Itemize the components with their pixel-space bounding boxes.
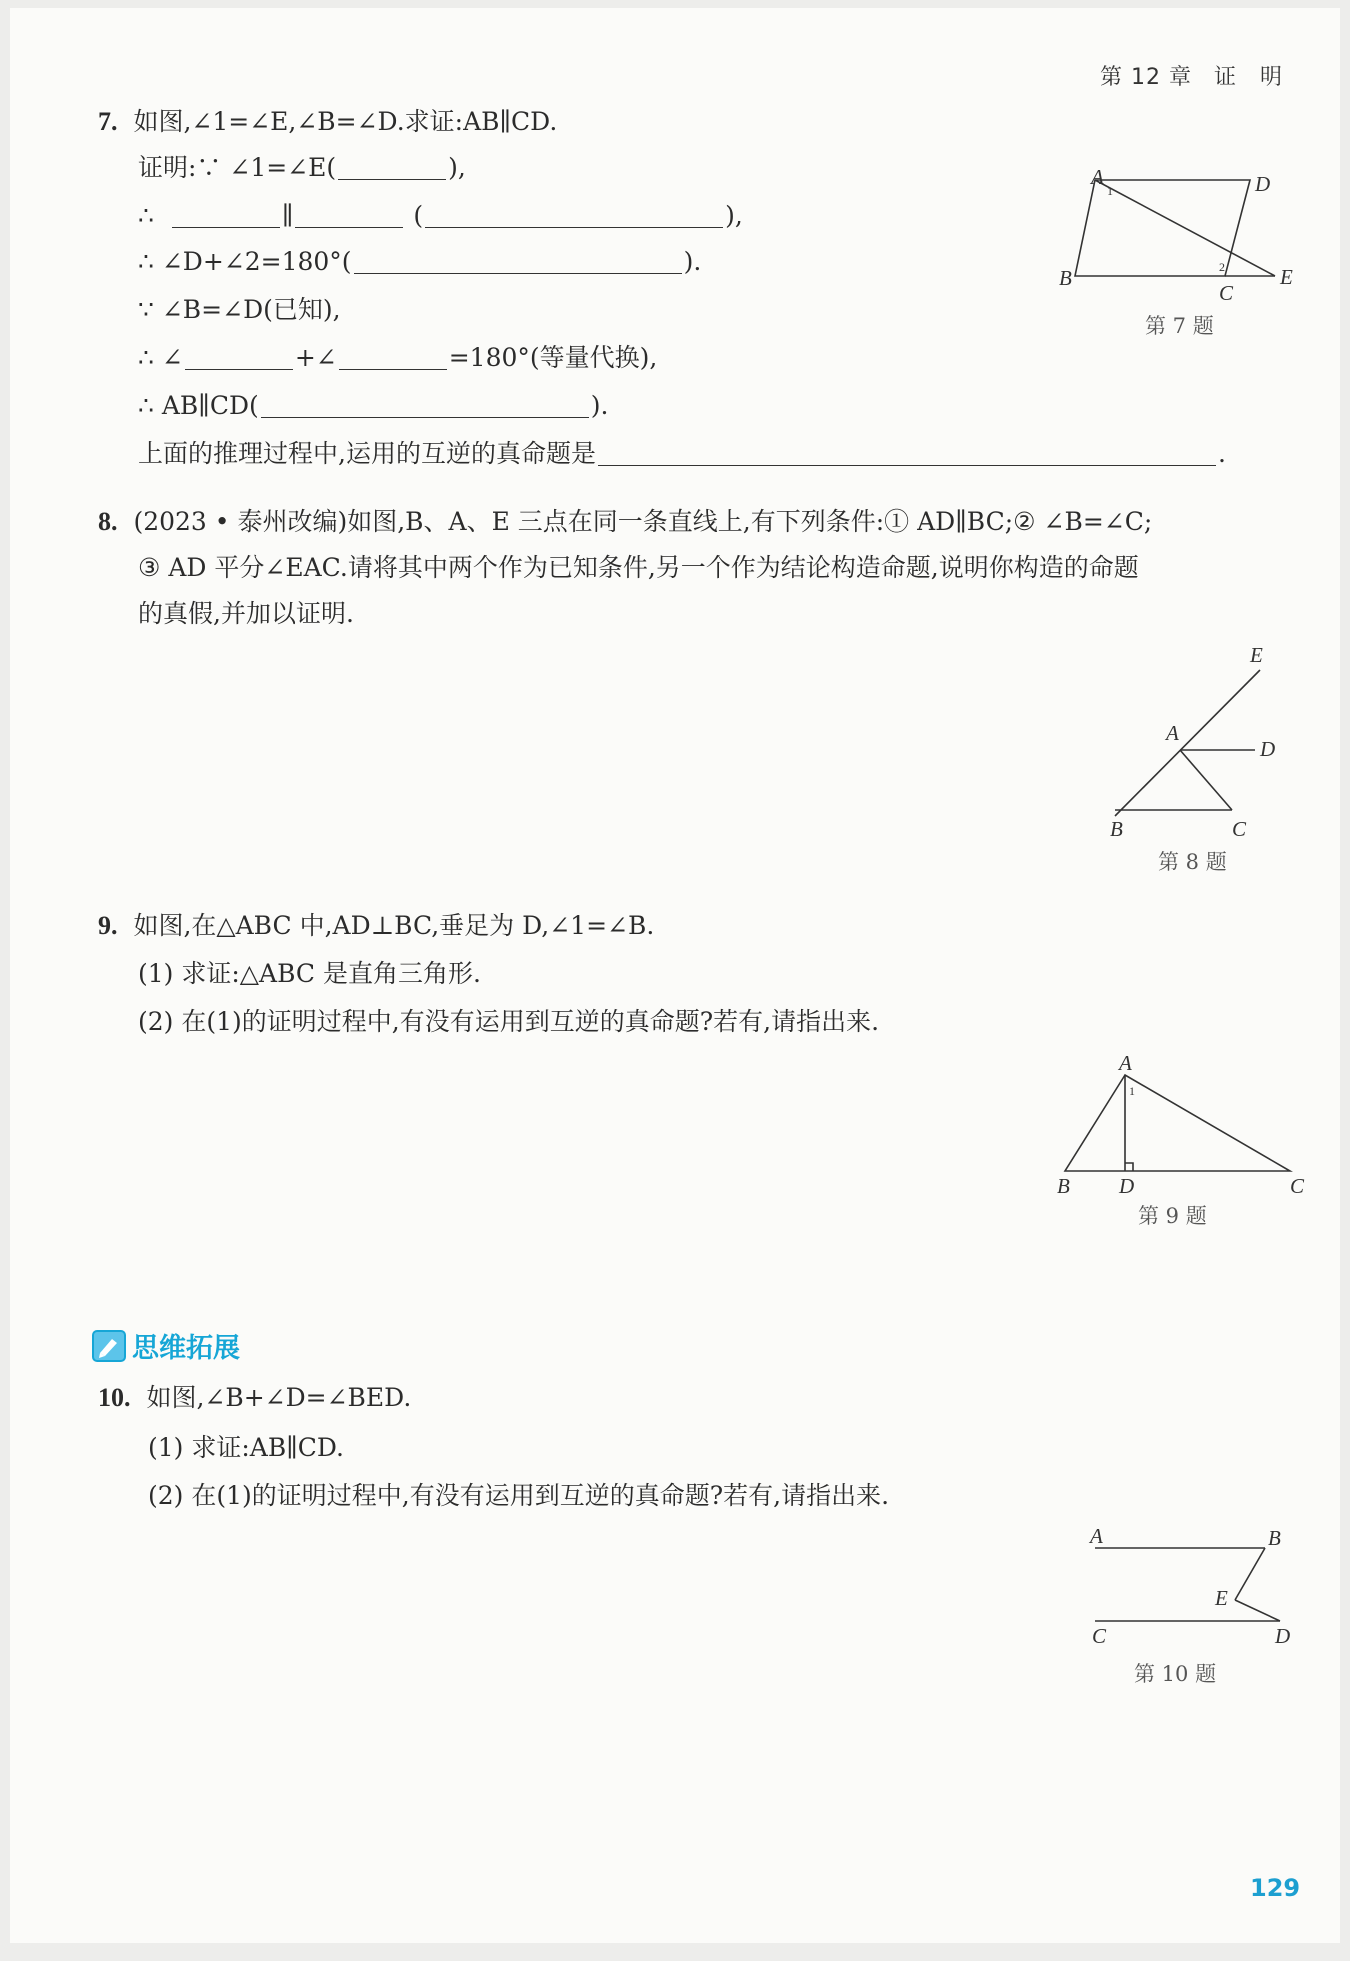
fig10-segment-BE [1235, 1548, 1265, 1600]
fig10-label-A: A [1090, 1524, 1103, 1548]
fig10-label-B: B [1268, 1526, 1281, 1550]
fig7-label-B: B [1059, 266, 1072, 290]
fig9-caption: 第 9 题 [1138, 1204, 1207, 1228]
fig8-segment-AC [1180, 750, 1232, 810]
q9-stem: 如图,在△ABC 中,AD⊥BC,垂足为 D,∠1=∠B. [133, 911, 655, 940]
q7-l1-text: 证明:∵ ∠1=∠E( [138, 153, 337, 182]
fig9-angle-1: 1 [1129, 1084, 1135, 1098]
fig10-label-D: D [1275, 1624, 1291, 1648]
fig10-label-E: E [1215, 1586, 1228, 1610]
q10-part-1: (1) 求证:AB∥CD. [148, 1433, 344, 1462]
q8-line-3: 的真假,并加以证明. [138, 599, 354, 628]
fig8-label-A: A [1166, 721, 1179, 745]
q9-number: 9. [98, 911, 118, 940]
fig9-label-A: A [1119, 1051, 1132, 1075]
q7-l2-therefore: ∴ [138, 201, 154, 230]
q7-stem: 如图,∠1=∠E,∠B=∠D.求证:AB∥CD. [133, 107, 558, 136]
q7-l2-open: ( [413, 201, 424, 230]
q7-l7-end: . [1217, 439, 1226, 468]
fig7-label-E: E [1280, 265, 1293, 289]
q7-l2-parallel: ∥ [281, 201, 294, 230]
q7-stem-line [98, 104, 557, 140]
chapter-header [1100, 60, 1283, 91]
fig9-right-angle-mark [1125, 1163, 1133, 1171]
q7-l5-plus: +∠ [294, 343, 337, 372]
fig7-diagonal-AE [1095, 180, 1275, 276]
fig9-label-C: C [1290, 1174, 1305, 1198]
q8-number: 8. [98, 507, 118, 536]
figure-10 [1070, 1523, 1310, 1653]
q7-proof-line-6 [138, 388, 608, 424]
figure-8 [1090, 638, 1320, 848]
figure-7 [1059, 158, 1315, 308]
q7-l1-close: ), [448, 153, 466, 182]
q7-blank-4[interactable] [425, 201, 723, 228]
textbook-page [10, 8, 1340, 1943]
q7-blank-8[interactable] [261, 391, 589, 418]
fig7-angle-2: 2 [1219, 260, 1225, 274]
q7-l5-text: ∴ ∠ [138, 343, 183, 372]
q7-blank-9[interactable] [598, 439, 1216, 466]
page-number: 129 [1250, 1874, 1301, 1902]
fig8-label-E: E [1250, 643, 1263, 667]
q10-number: 10. [98, 1383, 131, 1412]
q7-blank-2[interactable] [172, 201, 280, 228]
q7-proof-line-7 [138, 436, 1226, 472]
q7-proof-line-5 [138, 340, 657, 376]
q8-line-2: ③ AD 平分∠EAC.请将其中两个作为已知条件,另一个作为结论构造命题,说明你构造的命题 [138, 553, 1139, 582]
q7-proof-line-1 [138, 150, 466, 186]
q9-part-1: (1) 求证:△ABC 是直角三角形. [138, 959, 481, 988]
pencil-note-icon [92, 1330, 126, 1362]
fig8-label-B: B [1110, 817, 1123, 841]
fig7-label-A: A [1091, 165, 1104, 189]
fig10-caption: 第 10 题 [1134, 1662, 1217, 1686]
fig8-caption: 第 8 题 [1158, 850, 1227, 874]
q8-text-1: (2023 • 泰州改编)如图,B、A、E 三点在同一条直线上,有下列条件:① AD∥BC;② ∠B=∠C; [133, 507, 1153, 536]
q7-blank-6[interactable] [185, 343, 293, 370]
q7-l6-text: ∴ AB∥CD( [138, 391, 259, 420]
q10-part-2: (2) 在(1)的证明过程中,有没有运用到互逆的真命题?若有,请指出来. [148, 1481, 890, 1510]
q7-number: 7. [98, 107, 118, 136]
q7-blank-1[interactable] [338, 153, 446, 180]
fig9-label-D: D [1119, 1174, 1135, 1198]
q7-l3-close: ). [683, 247, 702, 276]
fig7-label-D: D [1255, 172, 1271, 196]
figure-9 [1055, 1053, 1310, 1203]
fig7-caption: 第 7 题 [1145, 314, 1214, 338]
q9-part-2: (2) 在(1)的证明过程中,有没有运用到互逆的真命题?若有,请指出来. [138, 1007, 880, 1036]
chapter-label: 第 12 章 [1100, 65, 1192, 90]
fig8-line-BE [1115, 670, 1260, 816]
fig8-label-D: D [1260, 737, 1276, 761]
q7-l2-close: ), [725, 201, 743, 230]
q7-l6-close: ). [590, 391, 609, 420]
q7-l5-end: =180°(等量代换), [448, 343, 658, 372]
fig10-segment-ED [1235, 1600, 1280, 1621]
q7-proof-line-2 [138, 198, 743, 234]
fig7-label-C: C [1219, 281, 1234, 305]
q9-stem-line [98, 908, 654, 944]
fig7-angle-1: 1 [1107, 184, 1113, 198]
q7-l7-text: 上面的推理过程中,运用的互逆的真命题是 [138, 439, 596, 468]
q7-blank-7[interactable] [339, 343, 447, 370]
fig8-label-C: C [1232, 817, 1247, 841]
q7-l3-text: ∴ ∠D+∠2=180°( [138, 247, 352, 276]
fig9-label-B: B [1057, 1174, 1070, 1198]
chapter-title: 证 明 [1213, 65, 1283, 90]
section-header [92, 1326, 240, 1365]
q10-stem-line [98, 1380, 411, 1416]
fig10-label-C: C [1092, 1624, 1107, 1648]
q8-line-1 [98, 504, 1152, 540]
section-title: 思维拓展 [132, 1333, 240, 1364]
q7-blank-3[interactable] [295, 201, 403, 228]
fig9-triangle [1065, 1075, 1290, 1171]
q7-blank-5[interactable] [354, 247, 682, 274]
q10-stem: 如图,∠B+∠D=∠BED. [146, 1383, 412, 1412]
q7-proof-line-3 [138, 244, 701, 280]
q7-proof-line-4: ∵ ∠B=∠D(已知), [138, 295, 341, 324]
